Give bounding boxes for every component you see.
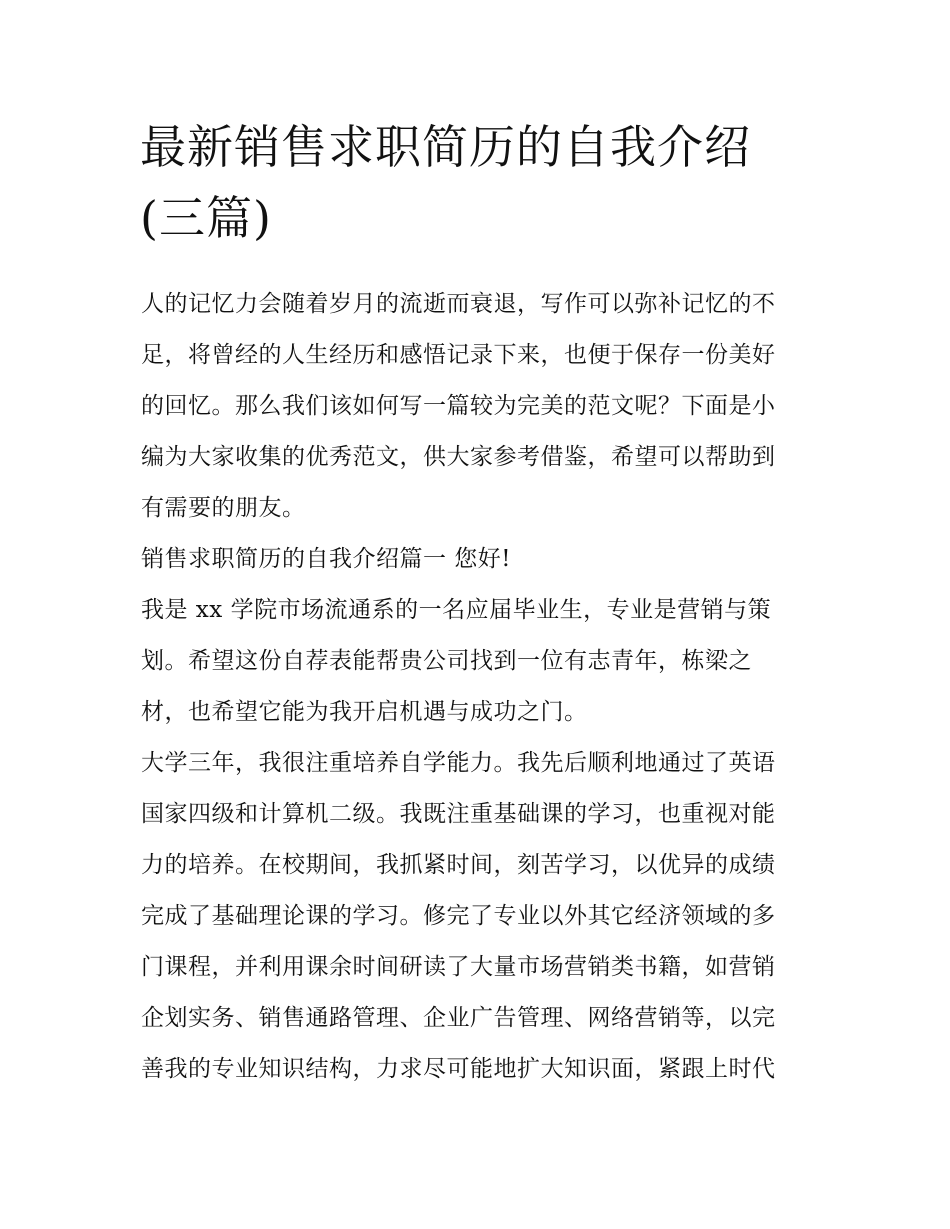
body-line: 善我的专业知识结构，力求尽可能地扩大知识面，紧跟上时代 [141,1056,776,1082]
section-heading: 销售求职简历的自我介绍篇一 您好! [141,546,512,572]
body-line: 门课程，并利用课余时间研读了大量市场营销类书籍，如营销 [141,954,776,980]
body-line: 划。希望这份自荐表能帮贵公司找到一位有志青年，栋梁之 [141,648,752,674]
body-line: 有需要的朋友。 [141,495,306,521]
body-line: 完成了基础理论课的学习。修完了专业以外其它经济领域的多 [141,903,776,929]
body-line: 国家四级和计算机二级。我既注重基础课的学习，也重视对能 [141,801,776,827]
body-line: 力的培养。在校期间，我抓紧时间，刻苦学习，以优异的成绩 [141,852,776,878]
body-line: 编为大家收集的优秀范文，供大家参考借鉴，希望可以帮助到 [141,444,776,470]
body-line: 我是 xx 学院市场流通系的一名应届毕业生，专业是营销与策 [141,597,772,623]
body-line: 企划实务、销售通路管理、企业广告管理、网络营销等，以完 [141,1005,776,1031]
body-line: 材，也希望它能为我开启机遇与成功之门。 [141,699,588,725]
title-line-2: (三篇) [140,191,272,245]
body-line: 足，将曾经的人生经历和感悟记录下来，也便于保存一份美好 [141,342,776,368]
document-body [141,279,813,1095]
body-line: 人的记忆力会随着岁月的流逝而衰退，写作可以弥补记忆的不 [141,291,776,317]
document-title [140,112,820,254]
body-line: 的回忆。那么我们该如何写一篇较为完美的范文呢？下面是小 [141,393,776,419]
title-line-1: 最新销售求职简历的自我介绍 [140,120,751,174]
body-line: 大学三年，我很注重培养自学能力。我先后顺利地通过了英语 [141,750,776,776]
